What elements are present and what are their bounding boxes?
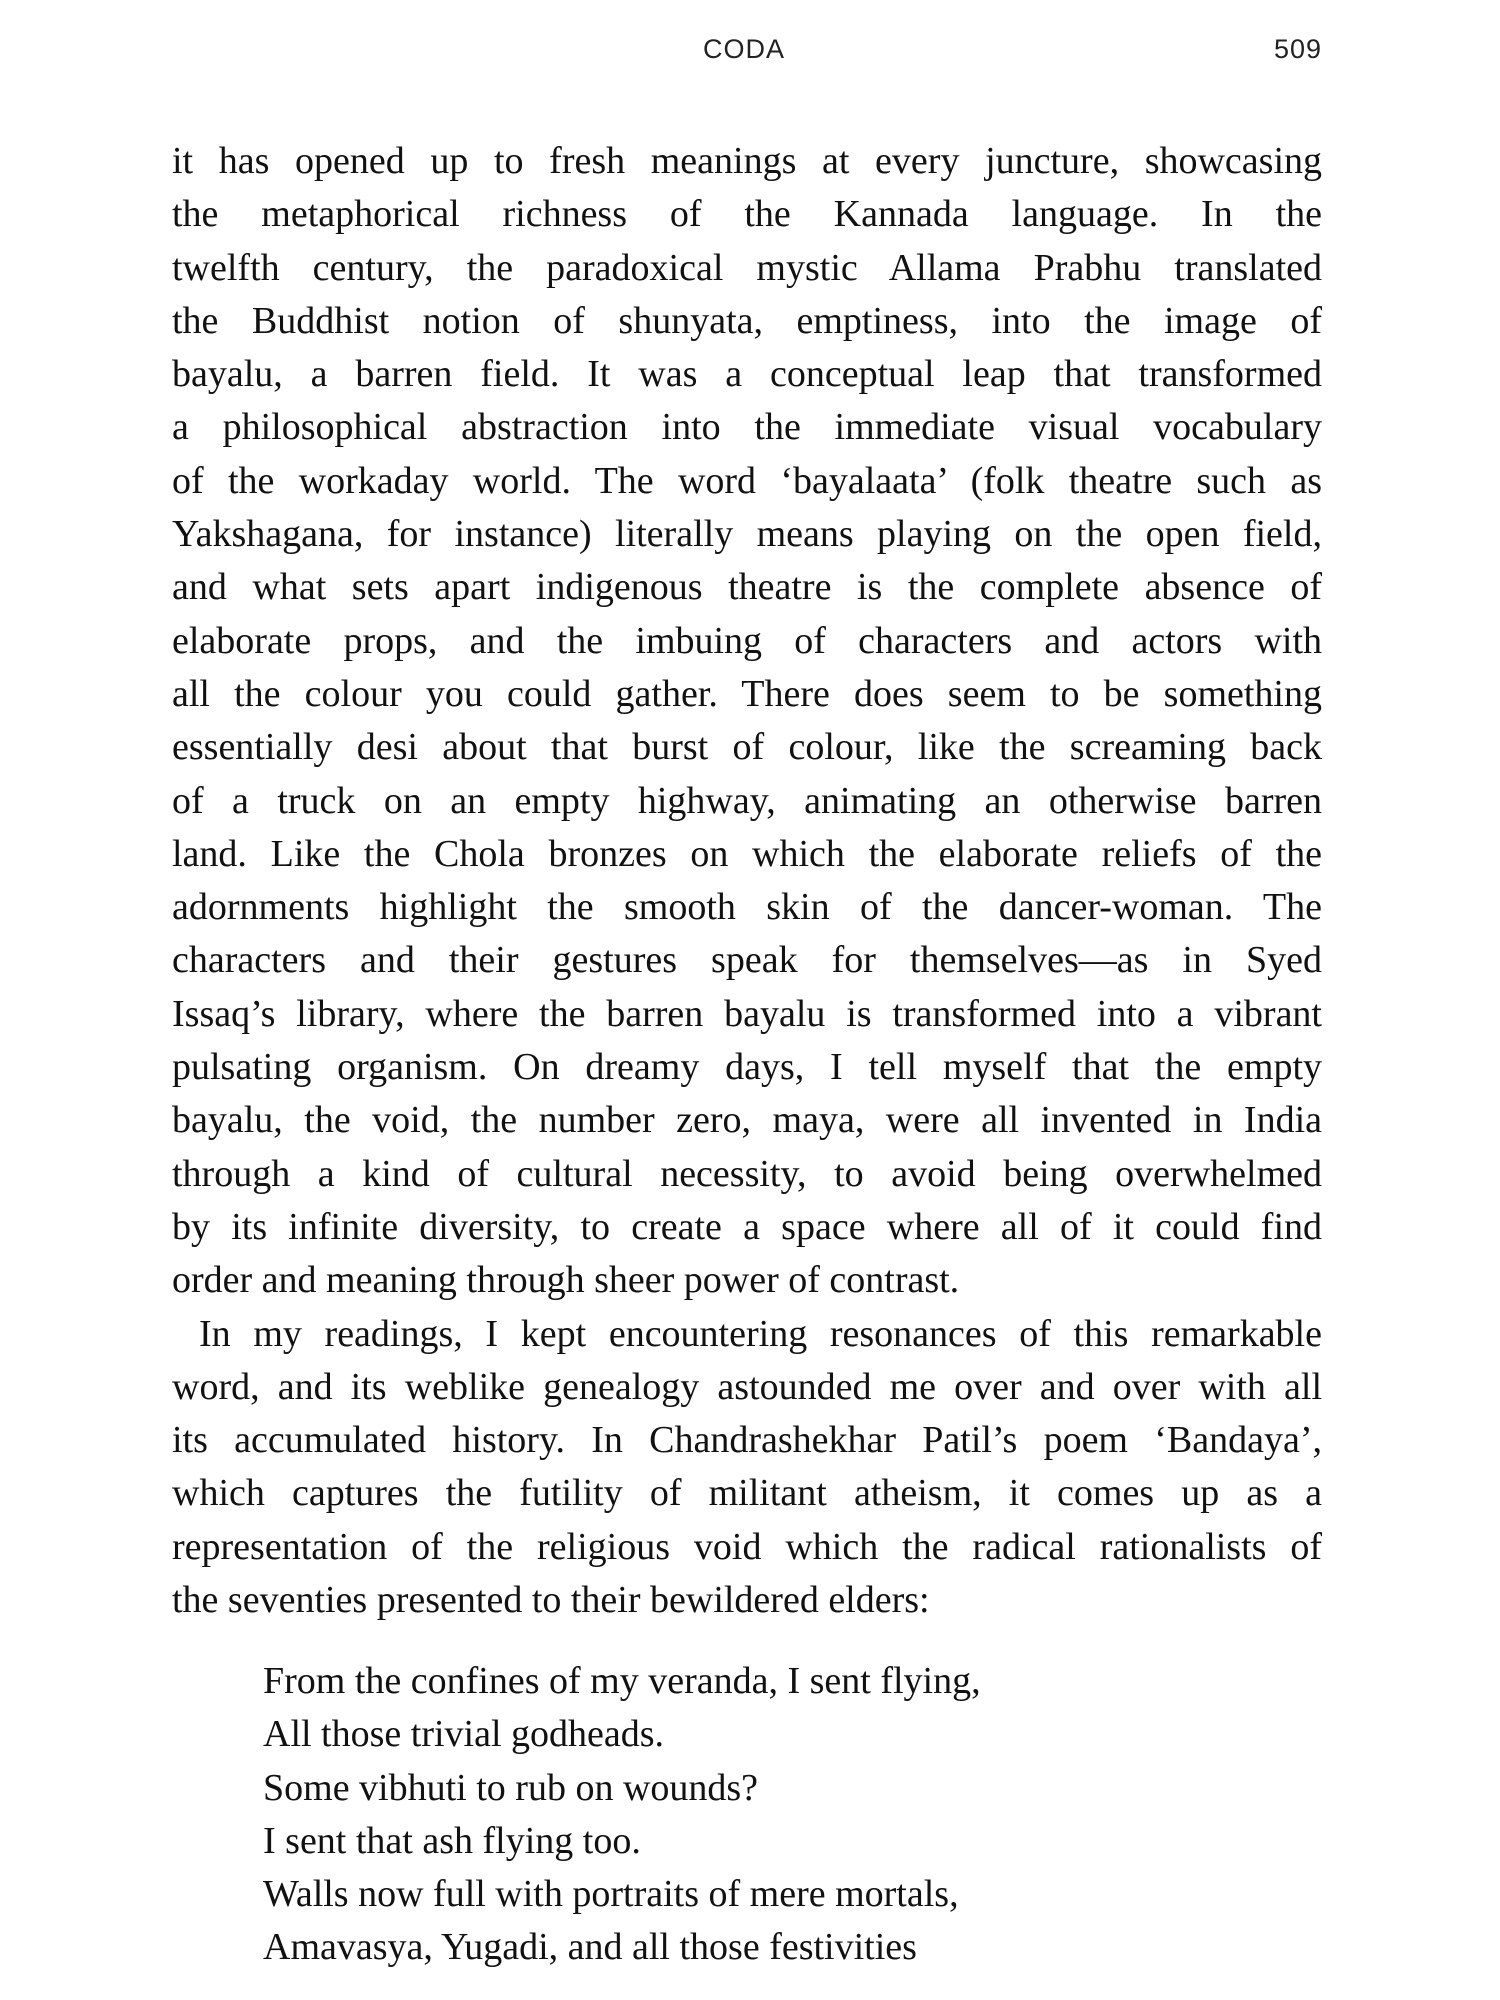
paragraph-1-line: adornments highlight the smooth skin of the dancer-woman. The <box>172 886 1322 929</box>
paragraph-1-line: Yakshagana, for instance) literally means playing on the open field, <box>172 513 1322 556</box>
paragraph-1-line: of a truck on an empty highway, animating an otherwise barren <box>172 779 1322 822</box>
paragraph-1-line: a philosophical abstraction into the immediate visual vocabulary <box>172 406 1322 449</box>
paragraph-2-line: In my readings, I kept encountering resonances of this remarkable <box>199 1312 1322 1355</box>
paragraph-1-line: pulsating organism. On dreamy days, I tell myself that the empty <box>172 1046 1322 1089</box>
paragraph-2-line: word, and its weblike genealogy astounded me over and over with all <box>172 1365 1322 1408</box>
paragraph-1-line: twelfth century, the paradoxical mystic Allama Prabhu translated <box>172 246 1322 289</box>
paragraph-2-line: representation of the religious void which the radical rationalists of <box>172 1525 1322 1568</box>
paragraph-1-line: all the colour you could gather. There does seem to be something <box>172 672 1322 715</box>
paragraph-2-line: the seventies presented to their bewildered elders: <box>172 1579 930 1622</box>
paragraph-1-line: through a kind of cultural necessity, to avoid being overwhelmed <box>172 1152 1322 1195</box>
paragraph-1-line: characters and their gestures speak for themselves—as in Syed <box>172 939 1322 982</box>
paragraph-1-line: bayalu, the void, the number zero, maya, were all invented in India <box>172 1099 1322 1142</box>
poem-line: All those trivial godheads. <box>263 1713 665 1756</box>
poem-line: Amavasya, Yugadi, and all those festivities <box>263 1926 917 1969</box>
paragraph-1-line: it has opened up to fresh meanings at every juncture, showcasing <box>172 140 1322 182</box>
paragraph-1-line: order and meaning through sheer power of contrast. <box>172 1259 960 1302</box>
paragraph-1-line: Issaq’s library, where the barren bayalu is transformed into a vibrant <box>172 992 1322 1035</box>
paragraph-2-line: its accumulated history. In Chandrashekhar Patil’s poem ‘Bandaya’, <box>172 1419 1322 1462</box>
paragraph-2-line: which captures the futility of militant atheism, it comes up as a <box>172 1472 1322 1515</box>
paragraph-1-line: land. Like the Chola bronzes on which the elaborate reliefs of the <box>172 832 1322 875</box>
poem-line: I sent that ash flying too. <box>263 1819 641 1862</box>
paragraph-1-line: the Buddhist notion of shunyata, emptiness, into the image of <box>172 299 1322 342</box>
paragraph-1-line: elaborate props, and the imbuing of characters and actors with <box>172 619 1322 662</box>
paragraph-1-line: essentially desi about that burst of colour, like the screaming back <box>172 726 1322 769</box>
paragraph-1-line: bayalu, a barren field. It was a conceptual leap that transformed <box>172 353 1322 396</box>
poem-line: Some vibhuti to rub on wounds? <box>263 1766 759 1809</box>
paragraph-1-line: the metaphorical richness of the Kannada language. In the <box>172 193 1322 236</box>
paragraph-1-line: and what sets apart indigenous theatre is the complete absence of <box>172 566 1322 609</box>
poem-quote <box>263 1655 1263 1975</box>
paragraph-1-line: of the workaday world. The word ‘bayalaata’ (folk theatre such as <box>172 459 1322 502</box>
body-text <box>172 135 1322 1627</box>
paragraph-1-line: by its infinite diversity, to create a space where all of it could find <box>172 1205 1322 1248</box>
poem-line: Walls now full with portraits of mere mortals, <box>263 1873 959 1916</box>
running-header-title: CODA <box>702 34 785 64</box>
page-number: 509 <box>1273 34 1322 64</box>
poem-line: From the confines of my veranda, I sent flying, <box>263 1660 981 1702</box>
